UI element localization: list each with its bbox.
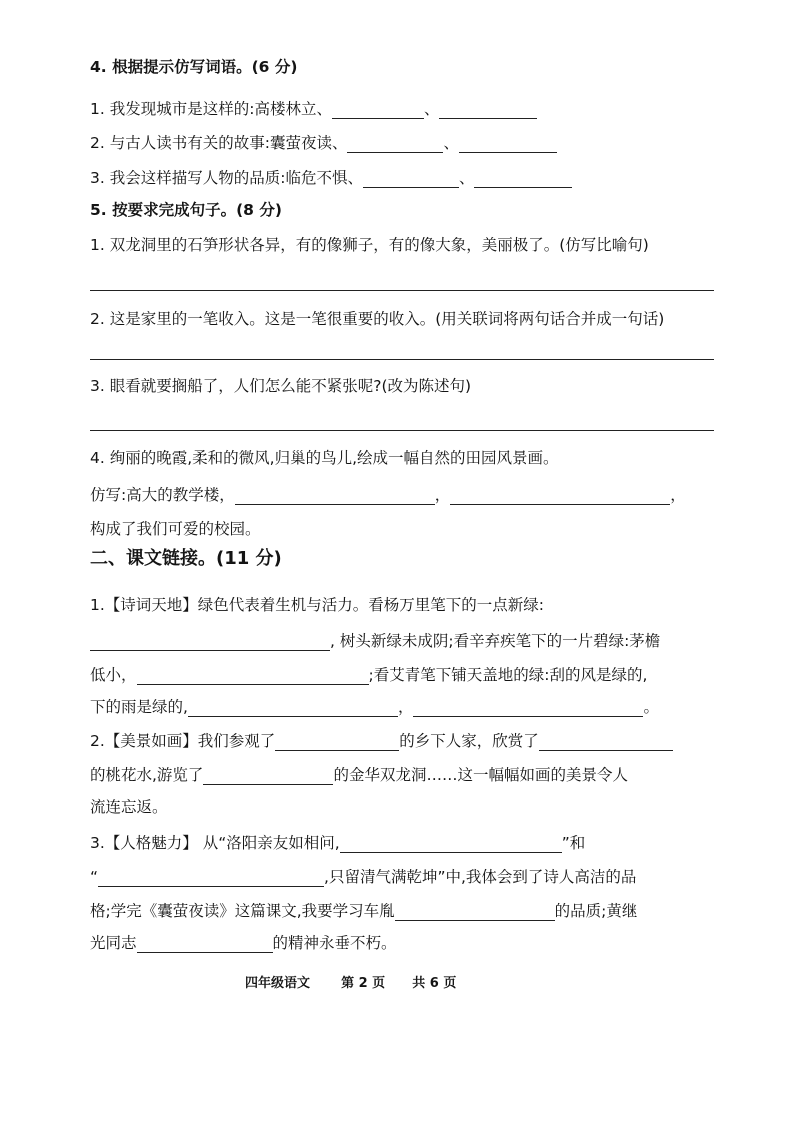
q4-item-2-blank-1[interactable] [347,134,443,153]
p1-blank-3[interactable] [188,698,398,717]
q5-imitation-blank-1[interactable] [235,486,435,505]
q4-item-1-text: 1. 我发现城市是这样的:高楼林立、 [90,100,332,118]
p3-line-a: 3.【人格魅力】 从“洛阳亲友如相问, ”和 [90,834,586,852]
p1-line-d: 下的雨是绿的, ， 。 [90,698,659,716]
p3-blank-4[interactable] [137,934,273,953]
q4-item-3-text: 3. 我会这样描写人物的品质:临危不惧、 [90,169,363,187]
q5-answer-line-1[interactable] [90,290,714,291]
p3-line-b: “ ,只留清气满乾坤”中,我体会到了诗人高洁的品 [90,868,637,886]
p3-blank-1[interactable] [340,834,562,853]
p3-blank-3[interactable] [395,902,555,921]
q4-item-3-blank-2[interactable] [474,169,572,188]
p3-blank-2[interactable] [98,868,324,887]
p2-blank-2[interactable] [539,732,673,751]
p2-line-c: 流连忘返。 [90,798,168,816]
footer-page-number: 第 2 页 [341,976,386,991]
q5-heading: 5. 按要求完成句子。(8 分) [90,201,282,219]
q5-sentence-3: 3. 眼看就要搁船了，人们怎么能不紧张呢?(改为陈述句) [90,377,472,395]
p1-blank-2[interactable] [137,666,369,685]
p1-line-c: 低小， ;看艾青笔下铺天盖地的绿:刮的风是绿的, [90,666,648,684]
part2-heading: 二、课文链接。(11 分) [90,548,282,569]
q4-heading: 4. 根据提示仿写词语。(6 分) [90,58,298,76]
q5-answer-line-3[interactable] [90,430,714,431]
q4-item-1: 1. 我发现城市是这样的:高楼林立、 、 [90,94,732,124]
p3-line-c: 格;学完《囊萤夜读》这篇课文,我要学习车胤 的品质;黄继 [90,902,638,920]
q4-item-1-blank-1[interactable] [332,100,424,119]
q5-imitation-blank-2[interactable] [450,486,670,505]
q5-imitation-line: 仿写:高大的教学楼， ， ， [90,486,686,504]
q5-sentence-4: 4. 绚丽的晚霞,柔和的微风,归巢的鸟儿,绘成一幅自然的田园风景画。 [90,449,559,467]
p1-line-a: 1.【诗词天地】绿色代表着生机与活力。看杨万里笔下的一点新绿: [90,596,545,614]
page-footer [245,972,456,991]
q4-item-3-blank-1[interactable] [363,169,459,188]
q5-sentence-1: 1. 双龙洞里的石笋形状各异，有的像狮子，有的像大象，美丽极了。(仿写比喻句) [90,236,649,254]
footer-total-pages: 共 6 页 [412,976,457,991]
q5-imitation-end: 构成了我们可爱的校园。 [90,520,261,538]
q5-sentence-2: 2. 这是家里的一笔收入。这是一笔很重要的收入。(用关联词将两句话合并成一句话) [90,310,665,328]
q4-item-1-blank-2[interactable] [439,100,537,119]
p2-blank-1[interactable] [275,732,399,751]
p2-line-b: 的桃花水,游览了 的金华双龙洞……这一幅幅如画的美景令人 [90,766,628,784]
p2-line-a: 2.【美景如画】我们参观了 的乡下人家，欣赏了 [90,726,732,756]
footer-subject: 四年级语文 [245,976,311,991]
q4-item-3: 3. 我会这样描写人物的品质:临危不惧、 、 [90,163,732,193]
q4-item-2-text: 2. 与古人读书有关的故事:囊萤夜读、 [90,134,348,152]
p1-line-b: , 树头新绿未成阴;看辛弃疾笔下的一片碧绿:茅檐 [90,626,732,656]
p1-blank-4[interactable] [413,698,643,717]
p3-line-d: 光同志 的精神永垂不朽。 [90,934,397,952]
q4-item-2-blank-2[interactable] [459,134,557,153]
q5-answer-line-2[interactable] [90,359,714,360]
q4-item-2: 2. 与古人读书有关的故事:囊萤夜读、 、 [90,128,732,158]
p1-blank-1[interactable] [90,632,330,651]
p2-blank-3[interactable] [203,766,333,785]
